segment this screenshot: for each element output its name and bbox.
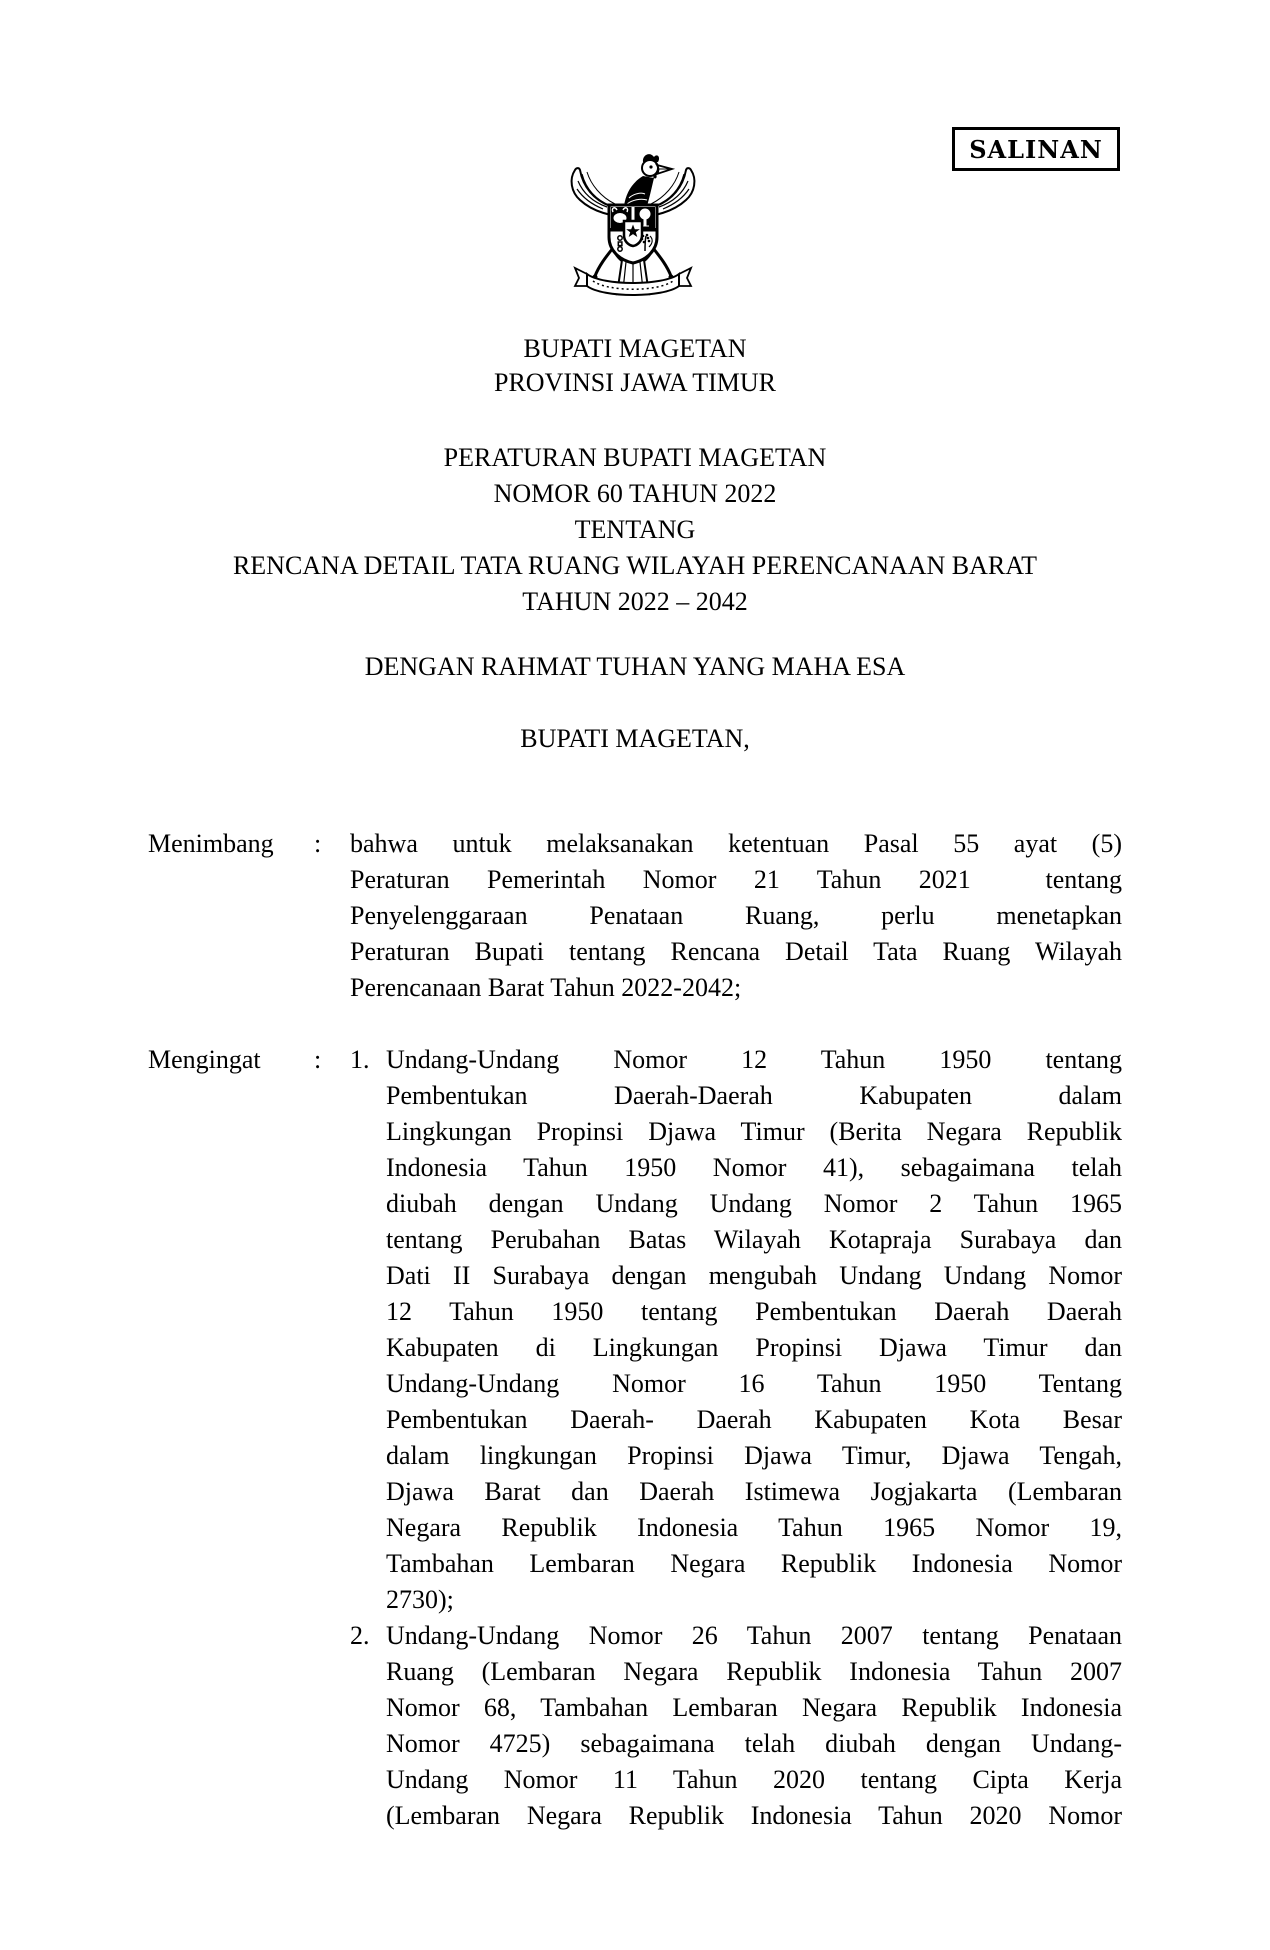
text-line: diubah dengan Undang Undang Nomor 2 Tahun 1965 <box>386 1189 1122 1218</box>
legal-basis-item-2-text <box>386 1618 1122 1834</box>
mengingat-list <box>350 1042 1122 1834</box>
text-line: NOMOR 60 TAHUN 2022 <box>493 479 777 508</box>
legal-basis-item-1 <box>350 1042 1122 1618</box>
text-line: dalam lingkungan Propinsi Djawa Timur, Djawa Tengah, <box>386 1441 1122 1470</box>
letterhead <box>0 332 1270 400</box>
text-line: Undang-Undang Nomor 12 Tahun 1950 tentang <box>386 1045 1122 1074</box>
menimbang-colon: : <box>314 829 322 858</box>
issuer-line: BUPATI MAGETAN, <box>520 724 750 753</box>
text-line: Undang-Undang Nomor 16 Tahun 1950 Tentang <box>386 1369 1122 1398</box>
legal-basis-item-2 <box>350 1618 1122 1834</box>
mengingat-colon: : <box>314 1045 322 1074</box>
menimbang-label: Menimbang <box>148 829 274 858</box>
text-line: TENTANG <box>574 515 696 544</box>
legal-basis-item-1-text <box>386 1042 1122 1618</box>
mengingat-label: Mengingat <box>148 1045 261 1074</box>
text-line: Negara Republik Indonesia Tahun 1965 Nomor 19, <box>386 1513 1122 1542</box>
text-line: 12 Tahun 1950 tentang Pembentukan Daerah Daerah <box>386 1297 1122 1326</box>
text-line: Undang Nomor 11 Tahun 2020 tentang Cipta Kerja <box>386 1765 1122 1794</box>
menimbang-text <box>350 826 1122 1006</box>
text-line: Pembentukan Daerah- Daerah Kabupaten Kota Besar <box>386 1405 1122 1434</box>
text-line: Nomor 4725) sebagaimana telah diubah dengan Undang- <box>386 1729 1122 1758</box>
text-line: Djawa Barat dan Daerah Istimewa Jogjakarta (Lembaran <box>386 1477 1122 1506</box>
text-line: Pembentukan Daerah-Daerah Kabupaten dalam <box>386 1081 1122 1110</box>
text-line: Nomor 68, Tambahan Lembaran Negara Republik Indonesia <box>386 1693 1122 1722</box>
item-number: 2. <box>350 1621 370 1650</box>
text-line: PERATURAN BUPATI MAGETAN <box>443 443 827 472</box>
text-line: Peraturan Pemerintah Nomor 21 Tahun 2021 tentang <box>350 865 1122 894</box>
text-line: Ruang (Lembaran Negara Republik Indonesia Tahun 2007 <box>386 1657 1122 1686</box>
salinan-stamp <box>952 127 1120 171</box>
mengingat-clause <box>148 1042 1122 1834</box>
province-line: PROVINSI JAWA TIMUR <box>493 368 777 397</box>
text-line: Dati II Surabaya dengan mengubah Undang Undang Nomor <box>386 1261 1122 1290</box>
text-line: Kabupaten di Lingkungan Propinsi Djawa Timur dan <box>386 1333 1122 1362</box>
garuda-pancasila-emblem <box>563 146 703 310</box>
text-line: Lingkungan Propinsi Djawa Timur (Berita Negara Republik <box>386 1117 1122 1146</box>
regulation-title-block <box>0 440 1270 620</box>
text-line: Perencanaan Barat Tahun 2022-2042; <box>350 973 742 1002</box>
text-line: tentang Perubahan Batas Wilayah Kotapraja Surabaya dan <box>386 1225 1122 1254</box>
text-line: TAHUN 2022 – 2042 <box>522 587 748 616</box>
text-line: Indonesia Tahun 1950 Nomor 41), sebagaimana telah <box>386 1153 1122 1182</box>
text-line: Undang-Undang Nomor 26 Tahun 2007 tentang Penataan <box>386 1621 1122 1650</box>
garuda-eagle-graphic <box>563 146 703 310</box>
salinan-stamp-label: SALINAN <box>969 134 1103 164</box>
text-line: bahwa untuk melaksanakan ketentuan Pasal 55 ayat (5) <box>350 829 1122 858</box>
invocation-line: DENGAN RAHMAT TUHAN YANG MAHA ESA <box>364 652 906 681</box>
text-line: Tambahan Lembaran Negara Republik Indonesia Nomor <box>386 1549 1122 1578</box>
text-line: 2730); <box>386 1585 454 1614</box>
text-line: (Lembaran Negara Republik Indonesia Tahun 2020 Nomor <box>386 1801 1122 1830</box>
menimbang-clause <box>148 826 1122 1006</box>
text-line: Peraturan Bupati tentang Rencana Detail Tata Ruang Wilayah <box>350 937 1122 966</box>
item-number: 1. <box>350 1045 370 1074</box>
issuing-authority: BUPATI MAGETAN <box>523 334 747 363</box>
text-line: RENCANA DETAIL TATA RUANG WILAYAH PERENCANAAN BARAT <box>232 551 1038 580</box>
text-line: Penyelenggaraan Penataan Ruang, perlu menetapkan <box>350 901 1122 930</box>
